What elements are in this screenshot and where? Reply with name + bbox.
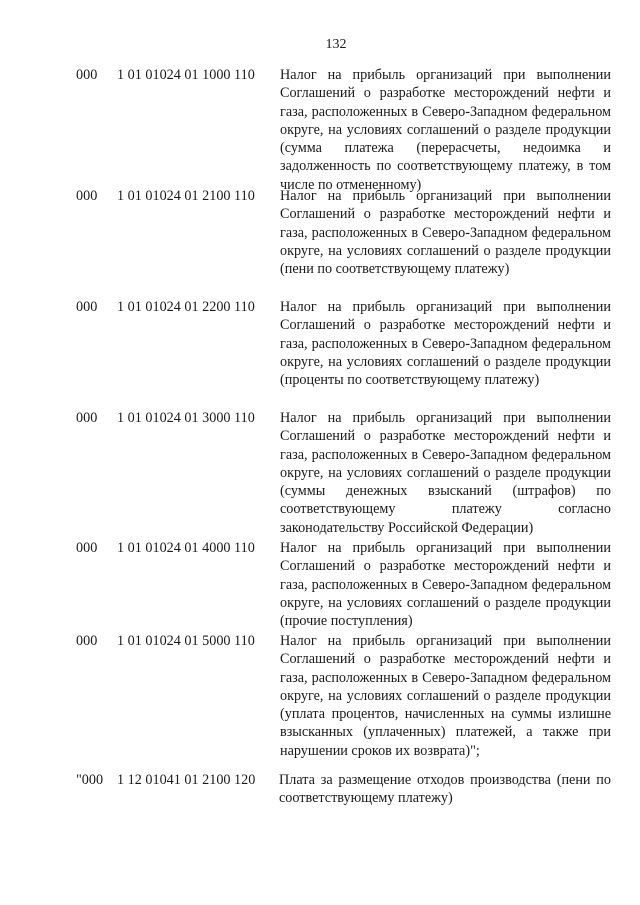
kbk-code: 1 01 01024 01 1000 110 bbox=[117, 67, 255, 83]
table-row bbox=[0, 298, 640, 409]
table-row bbox=[0, 187, 640, 298]
admin-code: 000 bbox=[76, 410, 98, 426]
table-row bbox=[0, 539, 640, 632]
kbk-code: 1 01 01024 01 2200 110 bbox=[117, 299, 255, 315]
income-name: Налог на прибыль организаций при выполнении Соглашений о разработке месторождений нефти и газа, расположенных в Северо-Западном федеральном округе, на условиях соглашений о разделе продукции (суммы денежных взысканий (штрафов) по соответствующему платежу согласно законодательству Российской Федерации) bbox=[280, 410, 611, 536]
kbk-table bbox=[0, 66, 640, 811]
income-name: Налог на прибыль организаций при выполнении Соглашений о разработке месторождений нефти и газа, расположенных в Северо-Западном федеральном округе, на условиях соглашений о разделе продукции (сумма платежа (перерасчеты, недоимка и задолженность по соответствующему платежу, в том числе по отмененному) bbox=[280, 67, 611, 193]
table-row bbox=[0, 632, 640, 771]
income-name: Налог на прибыль организаций при выполнении Соглашений о разработке месторождений нефти и газа, расположенных в Северо-Западном федеральном округе, на условиях соглашений о разделе продукции (пени по соответствующему платежу) bbox=[280, 188, 611, 277]
admin-code: 000 bbox=[76, 67, 98, 83]
admin-code: 000 bbox=[76, 633, 98, 649]
admin-code: 000 bbox=[76, 540, 98, 556]
admin-code: "000 bbox=[76, 772, 104, 788]
table-row bbox=[0, 66, 640, 193]
admin-code: 000 bbox=[76, 299, 98, 315]
kbk-code: 1 01 01024 01 4000 110 bbox=[117, 540, 255, 556]
kbk-code: 1 01 01024 01 2100 110 bbox=[117, 188, 255, 204]
kbk-code: 1 01 01024 01 5000 110 bbox=[117, 633, 255, 649]
table-row bbox=[0, 409, 640, 539]
income-name: Налог на прибыль организаций при выполнении Соглашений о разработке месторождений нефти и газа, расположенных в Северо-Западном федеральном округе, на условиях соглашений о разделе продукции (проценты по соответствующему платежу) bbox=[280, 299, 611, 388]
income-name: Плата за размещение отходов производства (пени по соответствующему платежу) bbox=[279, 772, 611, 807]
kbk-code: 1 01 01024 01 3000 110 bbox=[117, 410, 255, 426]
income-name: Налог на прибыль организаций при выполнении Соглашений о разработке месторождений нефти и газа, расположенных в Северо-Западном федеральном округе, на условиях соглашений о разделе продукции (уплата процентов, начисленных на суммы излишне взысканных (уплаченных) платежей, а также при нарушении сроков их возврата)"; bbox=[280, 633, 611, 759]
page-number: 132 bbox=[325, 37, 347, 52]
table-row bbox=[0, 771, 640, 811]
income-name: Налог на прибыль организаций при выполнении Соглашений о разработке месторождений нефти и газа, расположенных в Северо-Западном федеральном округе, на условиях соглашений о разделе продукции (прочие поступления) bbox=[280, 540, 611, 629]
admin-code: 000 bbox=[76, 188, 98, 204]
kbk-code: 1 12 01041 01 2100 120 bbox=[117, 772, 256, 788]
